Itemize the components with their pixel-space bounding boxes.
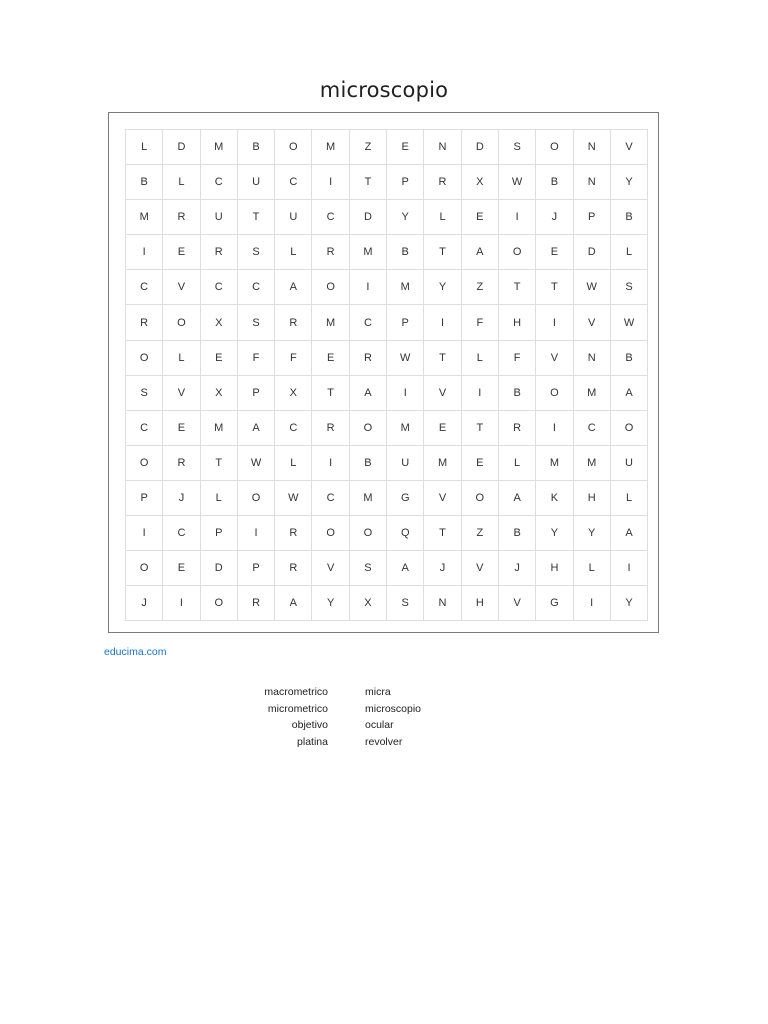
grid-cell[interactable]: X (274, 375, 312, 411)
grid-cell[interactable]: L (162, 164, 200, 200)
grid-cell[interactable]: I (535, 304, 573, 340)
grid-cell[interactable]: M (349, 480, 387, 516)
grid-cell[interactable]: T (535, 269, 573, 305)
grid-cell[interactable]: W (610, 304, 648, 340)
grid-cell[interactable]: G (386, 480, 424, 516)
grid-cell[interactable]: V (162, 269, 200, 305)
grid-cell[interactable]: V (610, 129, 648, 165)
grid-cell[interactable]: C (349, 304, 387, 340)
grid-cell[interactable]: R (237, 585, 275, 621)
grid-cell[interactable]: T (200, 445, 238, 481)
grid-cell[interactable]: I (311, 164, 349, 200)
grid-cell[interactable]: O (535, 375, 573, 411)
grid-cell[interactable]: W (237, 445, 275, 481)
grid-cell[interactable]: Z (461, 269, 499, 305)
grid-cell[interactable]: C (274, 410, 312, 446)
grid-cell[interactable]: L (610, 234, 648, 270)
grid-cell[interactable]: J (125, 585, 163, 621)
grid-cell[interactable]: I (349, 269, 387, 305)
grid-cell[interactable]: U (274, 199, 312, 235)
grid-cell[interactable]: O (461, 480, 499, 516)
grid-cell[interactable]: J (498, 550, 536, 586)
grid-cell[interactable]: L (610, 480, 648, 516)
grid-cell[interactable]: S (386, 585, 424, 621)
grid-cell[interactable]: E (386, 129, 424, 165)
grid-cell[interactable]: L (125, 129, 163, 165)
grid-cell[interactable]: B (349, 445, 387, 481)
grid-cell[interactable]: V (311, 550, 349, 586)
grid-cell[interactable]: A (274, 585, 312, 621)
grid-cell[interactable]: Z (349, 129, 387, 165)
grid-cell[interactable]: C (573, 410, 611, 446)
grid-cell[interactable]: F (461, 304, 499, 340)
grid-cell[interactable]: I (125, 234, 163, 270)
word-search-grid (125, 129, 647, 620)
grid-cell[interactable]: M (386, 410, 424, 446)
grid-cell[interactable]: R (162, 445, 200, 481)
grid-cell[interactable]: E (461, 445, 499, 481)
grid-cell[interactable]: U (200, 199, 238, 235)
word-search-frame (108, 112, 659, 633)
grid-cell[interactable]: C (311, 480, 349, 516)
grid-cell[interactable]: E (162, 410, 200, 446)
grid-cell[interactable]: C (311, 199, 349, 235)
grid-cell[interactable]: X (200, 304, 238, 340)
grid-cell[interactable]: O (349, 515, 387, 551)
grid-cell[interactable]: B (237, 129, 275, 165)
grid-cell[interactable]: O (311, 515, 349, 551)
word-list-item: platina (297, 735, 328, 748)
grid-cell[interactable]: J (423, 550, 461, 586)
grid-cell[interactable]: L (461, 340, 499, 376)
grid-cell[interactable]: P (386, 304, 424, 340)
grid-cell[interactable]: X (461, 164, 499, 200)
grid-cell[interactable]: T (423, 234, 461, 270)
grid-cell[interactable]: M (349, 234, 387, 270)
word-list-item: ocular (365, 719, 394, 731)
grid-cell[interactable]: S (237, 304, 275, 340)
grid-cell[interactable]: G (535, 585, 573, 621)
grid-cell[interactable]: A (610, 375, 648, 411)
grid-cell[interactable]: R (200, 234, 238, 270)
grid-cell[interactable]: A (237, 410, 275, 446)
word-list-item: objetivo (291, 719, 328, 731)
grid-cell[interactable]: V (162, 375, 200, 411)
grid-cell[interactable]: I (237, 515, 275, 551)
grid-cell[interactable]: Y (423, 269, 461, 305)
grid-cell[interactable]: Y (386, 199, 424, 235)
grid-cell[interactable]: C (237, 269, 275, 305)
grid-cell[interactable]: Y (573, 515, 611, 551)
grid-cell[interactable]: T (423, 340, 461, 376)
grid-cell[interactable]: R (311, 234, 349, 270)
word-list-item: microscopio (365, 702, 422, 715)
grid-cell[interactable]: B (125, 164, 163, 200)
grid-cell[interactable]: O (237, 480, 275, 516)
grid-cell[interactable]: M (386, 269, 424, 305)
grid-cell[interactable]: Y (610, 164, 648, 200)
grid-cell[interactable]: O (535, 129, 573, 165)
grid-cell[interactable]: C (125, 410, 163, 446)
grid-cell[interactable]: T (311, 375, 349, 411)
grid-cell[interactable]: W (573, 269, 611, 305)
grid-cell[interactable]: F (498, 340, 536, 376)
grid-cell[interactable]: B (386, 234, 424, 270)
grid-cell[interactable]: H (498, 304, 536, 340)
grid-cell[interactable]: C (200, 164, 238, 200)
grid-cell[interactable]: A (386, 550, 424, 586)
grid-cell[interactable]: P (125, 480, 163, 516)
grid-cell[interactable]: R (274, 515, 312, 551)
grid-cell[interactable]: V (423, 375, 461, 411)
grid-cell[interactable]: J (162, 480, 200, 516)
grid-cell[interactable]: D (349, 199, 387, 235)
grid-cell[interactable]: U (237, 164, 275, 200)
grid-cell[interactable]: Y (535, 515, 573, 551)
grid-cell[interactable]: R (162, 199, 200, 235)
grid-cell[interactable]: E (311, 340, 349, 376)
grid-cell[interactable]: A (610, 515, 648, 551)
grid-cell[interactable]: V (461, 550, 499, 586)
grid-cell[interactable]: L (423, 199, 461, 235)
word-list-item: macrometrico (264, 686, 328, 698)
grid-cell[interactable]: M (573, 445, 611, 481)
grid-cell[interactable]: E (423, 410, 461, 446)
grid-cell[interactable]: C (162, 515, 200, 551)
grid-cell[interactable]: S (610, 269, 648, 305)
grid-cell[interactable]: Q (386, 515, 424, 551)
word-list (0, 684, 768, 750)
word-list-item: revolver (365, 735, 403, 748)
grid-cell[interactable]: M (311, 129, 349, 165)
grid-cell[interactable]: R (423, 164, 461, 200)
grid-cell[interactable]: S (349, 550, 387, 586)
grid-cell[interactable]: L (498, 445, 536, 481)
grid-cell[interactable]: D (573, 234, 611, 270)
grid-cell[interactable]: M (200, 129, 238, 165)
grid-cell[interactable]: B (535, 164, 573, 200)
grid-cell[interactable]: O (162, 304, 200, 340)
grid-cell[interactable]: E (162, 234, 200, 270)
grid-cell[interactable]: N (573, 129, 611, 165)
grid-cell[interactable]: U (610, 445, 648, 481)
grid-cell[interactable]: L (274, 234, 312, 270)
grid-cell[interactable]: V (573, 304, 611, 340)
grid-cell[interactable]: M (573, 375, 611, 411)
grid-cell[interactable]: O (610, 410, 648, 446)
grid-cell[interactable]: S (498, 129, 536, 165)
grid-cell[interactable]: I (610, 550, 648, 586)
grid-cell[interactable]: O (274, 129, 312, 165)
grid-cell[interactable]: C (274, 164, 312, 200)
grid-cell[interactable]: L (200, 480, 238, 516)
grid-cell[interactable]: R (125, 304, 163, 340)
grid-cell[interactable]: F (237, 340, 275, 376)
grid-cell[interactable]: L (274, 445, 312, 481)
grid-cell[interactable]: M (535, 445, 573, 481)
word-list-item: micra (365, 686, 391, 698)
grid-cell[interactable]: T (498, 269, 536, 305)
grid-cell[interactable]: E (162, 550, 200, 586)
grid-cell[interactable]: V (498, 585, 536, 621)
grid-cell[interactable]: A (498, 480, 536, 516)
grid-cell[interactable]: E (461, 199, 499, 235)
grid-cell[interactable]: J (535, 199, 573, 235)
grid-cell[interactable]: L (162, 340, 200, 376)
grid-cell[interactable]: P (386, 164, 424, 200)
grid-cell[interactable]: B (498, 375, 536, 411)
grid-cell[interactable]: R (311, 410, 349, 446)
grid-cell[interactable]: D (461, 129, 499, 165)
grid-cell[interactable]: L (573, 550, 611, 586)
grid-cell[interactable]: N (423, 129, 461, 165)
grid-cell[interactable]: P (237, 550, 275, 586)
grid-cell[interactable]: K (535, 480, 573, 516)
grid-cell[interactable]: O (125, 445, 163, 481)
grid-cell[interactable]: H (535, 550, 573, 586)
grid-cell[interactable]: I (535, 410, 573, 446)
grid-cell[interactable]: Y (610, 585, 648, 621)
grid-cell[interactable]: B (498, 515, 536, 551)
grid-cell[interactable]: D (200, 550, 238, 586)
grid-cell[interactable]: E (200, 340, 238, 376)
grid-cell[interactable]: A (461, 234, 499, 270)
grid-cell[interactable]: I (386, 375, 424, 411)
grid-cell[interactable]: V (423, 480, 461, 516)
grid-cell[interactable]: A (349, 375, 387, 411)
grid-cell[interactable]: P (200, 515, 238, 551)
grid-cell[interactable]: N (573, 340, 611, 376)
grid-cell[interactable]: I (461, 375, 499, 411)
grid-cell[interactable]: B (610, 199, 648, 235)
grid-cell[interactable]: N (573, 164, 611, 200)
grid-cell[interactable]: T (461, 410, 499, 446)
grid-cell[interactable]: H (461, 585, 499, 621)
grid-cell[interactable]: T (349, 164, 387, 200)
grid-cell[interactable]: R (498, 410, 536, 446)
grid-cell[interactable]: I (498, 199, 536, 235)
grid-cell[interactable]: H (573, 480, 611, 516)
grid-cell[interactable]: A (274, 269, 312, 305)
source-link[interactable]: educima.com (104, 646, 167, 658)
grid-cell[interactable]: O (498, 234, 536, 270)
grid-cell[interactable]: W (274, 480, 312, 516)
grid-cell[interactable]: P (573, 199, 611, 235)
grid-cell[interactable]: O (125, 550, 163, 586)
grid-cell[interactable]: O (349, 410, 387, 446)
grid-cell[interactable]: I (162, 585, 200, 621)
grid-cell[interactable]: W (498, 164, 536, 200)
grid-cell[interactable]: V (535, 340, 573, 376)
grid-cell[interactable]: N (423, 585, 461, 621)
grid-cell[interactable]: M (423, 445, 461, 481)
grid-cell[interactable]: X (349, 585, 387, 621)
grid-cell[interactable]: I (423, 304, 461, 340)
grid-cell[interactable]: O (125, 340, 163, 376)
word-list-item: micrometrico (267, 702, 328, 715)
grid-cell[interactable]: B (610, 340, 648, 376)
grid-cell[interactable]: C (200, 269, 238, 305)
grid-cell[interactable]: T (423, 515, 461, 551)
grid-cell[interactable]: X (200, 375, 238, 411)
grid-cell[interactable]: R (349, 340, 387, 376)
grid-cell[interactable]: D (162, 129, 200, 165)
grid-cell[interactable]: M (200, 410, 238, 446)
grid-cell[interactable]: Y (311, 585, 349, 621)
page-title: microscopio (319, 78, 449, 102)
grid-cell[interactable]: M (311, 304, 349, 340)
grid-cell[interactable]: I (125, 515, 163, 551)
grid-cell[interactable]: Z (461, 515, 499, 551)
grid-cell[interactable]: F (274, 340, 312, 376)
grid-cell[interactable]: I (573, 585, 611, 621)
grid-cell[interactable]: R (274, 550, 312, 586)
grid-cell[interactable]: M (125, 199, 163, 235)
grid-cell[interactable]: S (237, 234, 275, 270)
grid-cell[interactable]: O (311, 269, 349, 305)
grid-cell[interactable]: P (237, 375, 275, 411)
grid-cell[interactable]: I (311, 445, 349, 481)
grid-cell[interactable]: S (125, 375, 163, 411)
grid-cell[interactable]: W (386, 340, 424, 376)
grid-cell[interactable]: U (386, 445, 424, 481)
grid-cell[interactable]: T (237, 199, 275, 235)
grid-cell[interactable]: C (125, 269, 163, 305)
grid-cell[interactable]: R (274, 304, 312, 340)
grid-cell[interactable]: E (535, 234, 573, 270)
grid-cell[interactable]: O (200, 585, 238, 621)
